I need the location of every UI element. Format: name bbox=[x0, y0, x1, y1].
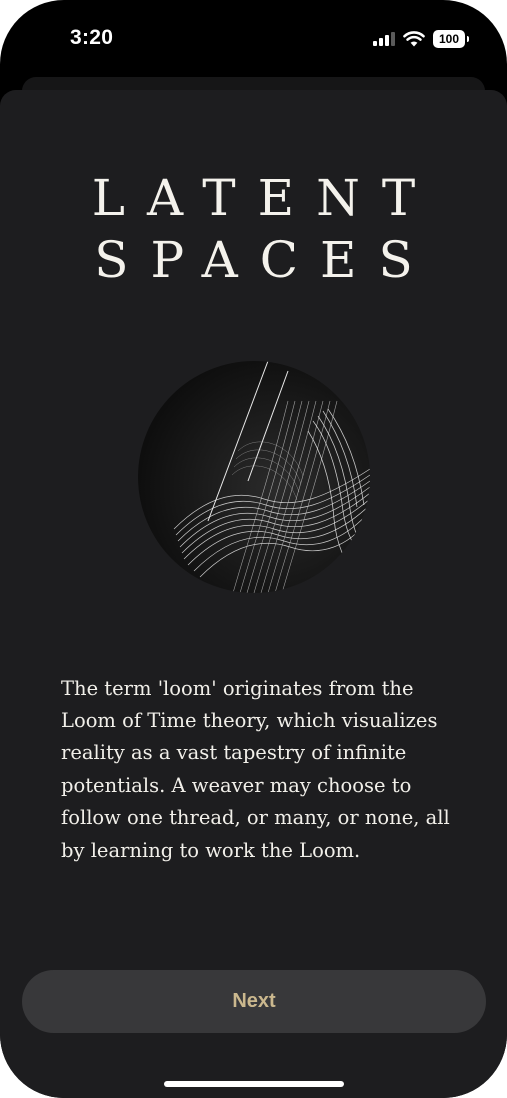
status-time: 3:20 bbox=[70, 26, 114, 49]
wifi-icon bbox=[403, 31, 425, 47]
title-line-2: SPACES bbox=[94, 231, 435, 289]
cellular-signal-icon bbox=[373, 32, 395, 46]
battery-icon bbox=[433, 30, 465, 48]
home-indicator[interactable] bbox=[164, 1081, 344, 1087]
status-bar bbox=[0, 0, 507, 80]
status-indicators bbox=[373, 28, 465, 50]
title-line-1: LATENT bbox=[91, 169, 438, 227]
battery-level: 100 bbox=[438, 32, 460, 46]
next-button[interactable]: Next bbox=[22, 970, 486, 1033]
woven-thread-artwork bbox=[138, 361, 370, 593]
description-text: The term 'loom' originates from the Loom of Time theory, which visualizes reality as a vast tapestry of infinite potentials. A weaver may choose to follow one thread, or many, or none, all by learning to work the Loom. bbox=[61, 676, 450, 862]
